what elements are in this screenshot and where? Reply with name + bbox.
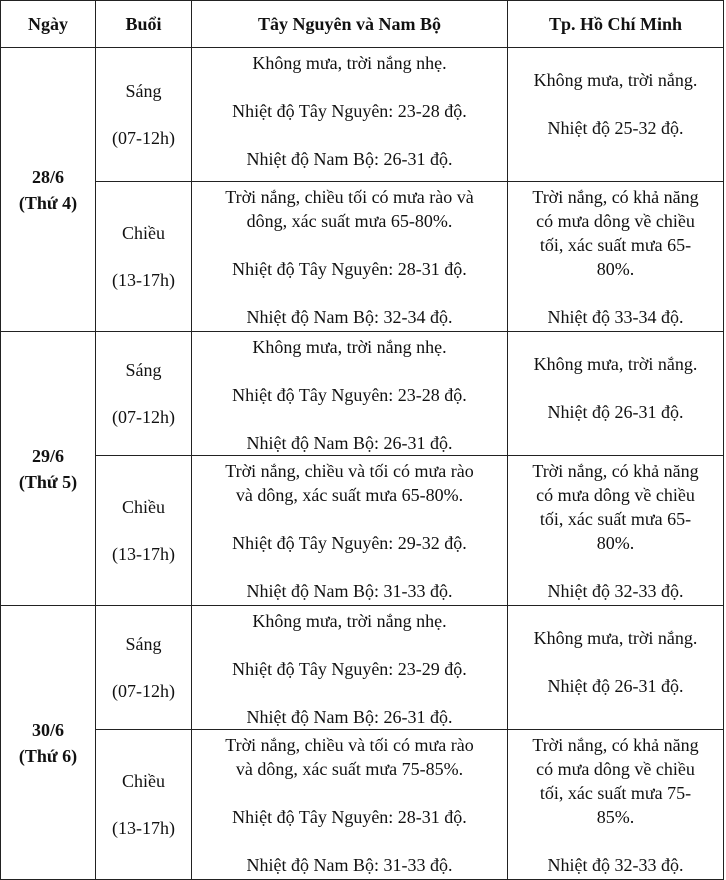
day-weekday: (Thứ 4) xyxy=(18,192,78,213)
day-date: 28/6 xyxy=(31,166,64,187)
forecast-line: và dông, xác suất mưa 65-80%. xyxy=(235,485,464,505)
session-cell xyxy=(96,456,192,606)
city-forecast xyxy=(508,606,724,730)
session-name: Sáng xyxy=(125,634,162,654)
city-forecast xyxy=(508,730,724,880)
session-time: (07-12h) xyxy=(112,681,175,701)
table-row xyxy=(1,182,724,332)
forecast-line: có mưa dông về chiều xyxy=(536,485,695,505)
forecast-line: Nhiệt độ Tây Nguyên: 28-31 độ. xyxy=(232,259,467,279)
forecast-line: Nhiệt độ Nam Bộ: 26-31 độ. xyxy=(246,433,453,453)
forecast-line: 80%. xyxy=(596,259,635,279)
forecast-line: Không mưa, trời nắng. xyxy=(533,70,698,90)
header-row xyxy=(1,1,724,48)
header-day: Ngày xyxy=(1,1,96,48)
session-time: (13-17h) xyxy=(112,544,175,564)
region-forecast xyxy=(192,730,508,880)
forecast-line: Trời nắng, có khả năng xyxy=(532,461,699,481)
forecast-line: Nhiệt độ 26-31 độ. xyxy=(547,676,684,696)
session-time: (13-17h) xyxy=(112,270,175,290)
session-time: (13-17h) xyxy=(112,818,175,838)
table-body xyxy=(1,48,724,880)
region-forecast xyxy=(192,332,508,456)
forecast-line: tối, xác suất mưa 75- xyxy=(539,783,692,803)
forecast-line: Nhiệt độ Nam Bộ: 31-33 độ. xyxy=(246,855,453,875)
forecast-line: Nhiệt độ 32-33 độ. xyxy=(547,581,684,601)
session-time: (07-12h) xyxy=(112,407,175,427)
session-cell xyxy=(96,730,192,880)
session-cell xyxy=(96,332,192,456)
day-weekday: (Thứ 5) xyxy=(18,471,78,492)
forecast-line: Trời nắng, có khả năng xyxy=(532,735,699,755)
day-date: 30/6 xyxy=(31,719,64,740)
forecast-line: Nhiệt độ 26-31 độ. xyxy=(547,402,684,422)
session-cell xyxy=(96,48,192,182)
city-forecast xyxy=(508,456,724,606)
forecast-line: Không mưa, trời nắng. xyxy=(533,354,698,374)
forecast-line: dông, xác suất mưa 65-80%. xyxy=(246,211,453,231)
day-date: 29/6 xyxy=(31,445,64,466)
day-weekday: (Thứ 6) xyxy=(18,745,78,766)
session-name: Sáng xyxy=(125,360,162,380)
table-row xyxy=(1,332,724,456)
forecast-line: Không mưa, trời nắng nhẹ. xyxy=(252,337,447,357)
region-forecast xyxy=(192,606,508,730)
header-region: Tây Nguyên và Nam Bộ xyxy=(192,1,508,48)
region-forecast xyxy=(192,456,508,606)
forecast-line: Nhiệt độ 33-34 độ. xyxy=(547,307,684,327)
region-forecast xyxy=(192,48,508,182)
session-name: Chiều xyxy=(122,223,165,243)
forecast-line: Trời nắng, chiều tối có mưa rào và xyxy=(225,187,474,207)
forecast-line: Nhiệt độ Tây Nguyên: 23-29 độ. xyxy=(232,659,467,679)
session-time: (07-12h) xyxy=(112,128,175,148)
forecast-line: Nhiệt độ 25-32 độ. xyxy=(547,118,684,138)
forecast-line: có mưa dông về chiều xyxy=(536,211,695,231)
forecast-line: Nhiệt độ Nam Bộ: 26-31 độ. xyxy=(246,707,453,727)
session-name: Chiều xyxy=(122,497,165,517)
table-row xyxy=(1,730,724,880)
forecast-line: Trời nắng, chiều và tối có mưa rào xyxy=(225,735,474,755)
session-name: Chiều xyxy=(122,771,165,791)
forecast-line: tối, xác suất mưa 65- xyxy=(539,509,692,529)
city-forecast xyxy=(508,332,724,456)
city-forecast xyxy=(508,182,724,332)
session-cell xyxy=(96,606,192,730)
day-cell xyxy=(1,606,96,880)
forecast-line: có mưa dông về chiều xyxy=(536,759,695,779)
forecast-line: Nhiệt độ Nam Bộ: 31-33 độ. xyxy=(246,581,453,601)
forecast-line: Nhiệt độ Tây Nguyên: 23-28 độ. xyxy=(232,101,467,121)
table-row xyxy=(1,48,724,182)
forecast-line: Không mưa, trời nắng nhẹ. xyxy=(252,611,447,631)
forecast-line: tối, xác suất mưa 65- xyxy=(539,235,692,255)
header-session: Buổi xyxy=(96,1,192,48)
forecast-line: Nhiệt độ Tây Nguyên: 23-28 độ. xyxy=(232,385,467,405)
forecast-line: 85%. xyxy=(596,807,635,827)
session-name: Sáng xyxy=(125,81,162,101)
forecast-line: Không mưa, trời nắng. xyxy=(533,628,698,648)
forecast-line: 80%. xyxy=(596,533,635,553)
table-row xyxy=(1,606,724,730)
forecast-line: Trời nắng, có khả năng xyxy=(532,187,699,207)
forecast-line: Nhiệt độ Nam Bộ: 26-31 độ. xyxy=(246,149,453,169)
forecast-line: Nhiệt độ 32-33 độ. xyxy=(547,855,684,875)
region-forecast xyxy=(192,182,508,332)
table-row xyxy=(1,456,724,606)
day-cell xyxy=(1,332,96,606)
city-forecast xyxy=(508,48,724,182)
forecast-line: Nhiệt độ Tây Nguyên: 29-32 độ. xyxy=(232,533,467,553)
header-city: Tp. Hồ Chí Minh xyxy=(508,1,724,48)
forecast-line: và dông, xác suất mưa 75-85%. xyxy=(235,759,464,779)
forecast-line: Không mưa, trời nắng nhẹ. xyxy=(252,53,447,73)
forecast-line: Nhiệt độ Tây Nguyên: 28-31 độ. xyxy=(232,807,467,827)
forecast-line: Trời nắng, chiều và tối có mưa rào xyxy=(225,461,474,481)
day-cell xyxy=(1,48,96,332)
forecast-line: Nhiệt độ Nam Bộ: 32-34 độ. xyxy=(246,307,453,327)
session-cell xyxy=(96,182,192,332)
